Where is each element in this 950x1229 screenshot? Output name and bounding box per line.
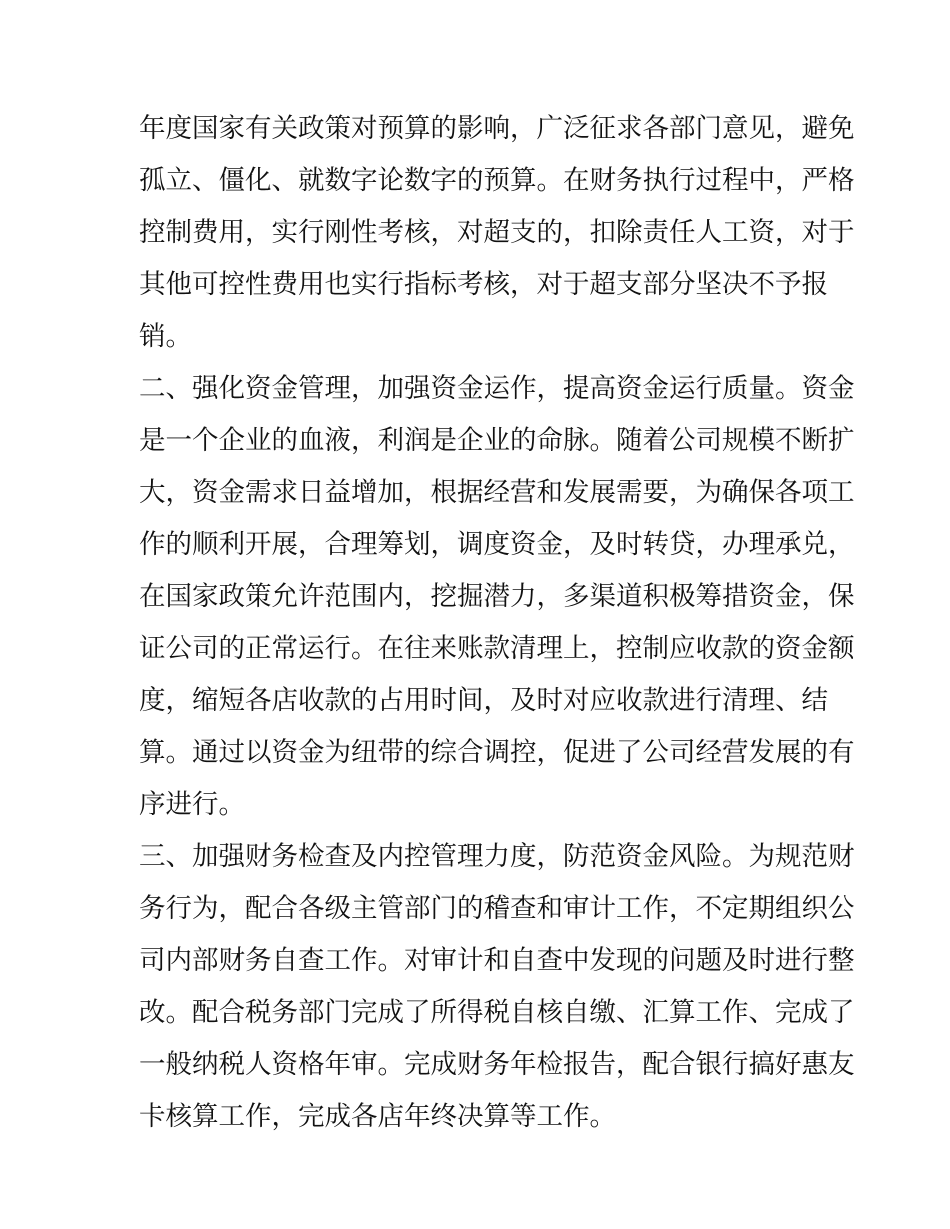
text-line: 二、强化资金管理，加强资金运作，提高资金运行质量。资金 [139,373,855,404]
text-line: 算。通过以资金为纽带的综合调控，促进了公司经营发展的有 [139,737,855,768]
text-line: 作的顺利开展，合理筹划，调度资金，及时转贷，办理承兑， [139,529,855,560]
text-line: 控制费用，实行刚性考核，对超支的，扣除责任人工资，对于 [139,217,855,248]
text-line: 改。配合税务部门完成了所得税自核自缴、汇算工作、完成了 [139,997,855,1028]
text-line: 年度国家有关政策对预算的影响，广泛征求各部门意见，避免 [139,113,855,144]
text-line: 度，缩短各店收款的占用时间，及时对应收款进行清理、结 [139,685,828,716]
text-line: 务行为，配合各级主管部门的稽查和审计工作，不定期组织公 [139,893,855,924]
text-line: 在国家政策允许范围内，挖掘潜力，多渠道积极筹措资金，保 [139,581,855,612]
text-line: 司内部财务自查工作。对审计和自查中发现的问题及时进行整 [139,945,855,976]
text-line: 卡核算工作，完成各店年终决算等工作。 [139,1101,616,1132]
text-line: 是一个企业的血液，利润是企业的命脉。随着公司规模不断扩 [139,425,855,456]
text-line: 孤立、僵化、就数字论数字的预算。在财务执行过程中，严格 [139,165,855,196]
text-line: 销。 [139,321,192,352]
text-line: 一般纳税人资格年审。完成财务年检报告，配合银行搞好惠友 [139,1049,855,1080]
text-line: 大，资金需求日益增加，根据经营和发展需要，为确保各项工 [139,477,855,508]
text-line: 其他可控性费用也实行指标考核，对于超支部分坚决不予报 [139,269,828,300]
text-line: 证公司的正常运行。在往来账款清理上，控制应收款的资金额 [139,633,855,664]
text-line: 三、加强财务检查及内控管理力度，防范资金风险。为规范财 [139,841,855,872]
text-line: 序进行。 [139,789,245,820]
